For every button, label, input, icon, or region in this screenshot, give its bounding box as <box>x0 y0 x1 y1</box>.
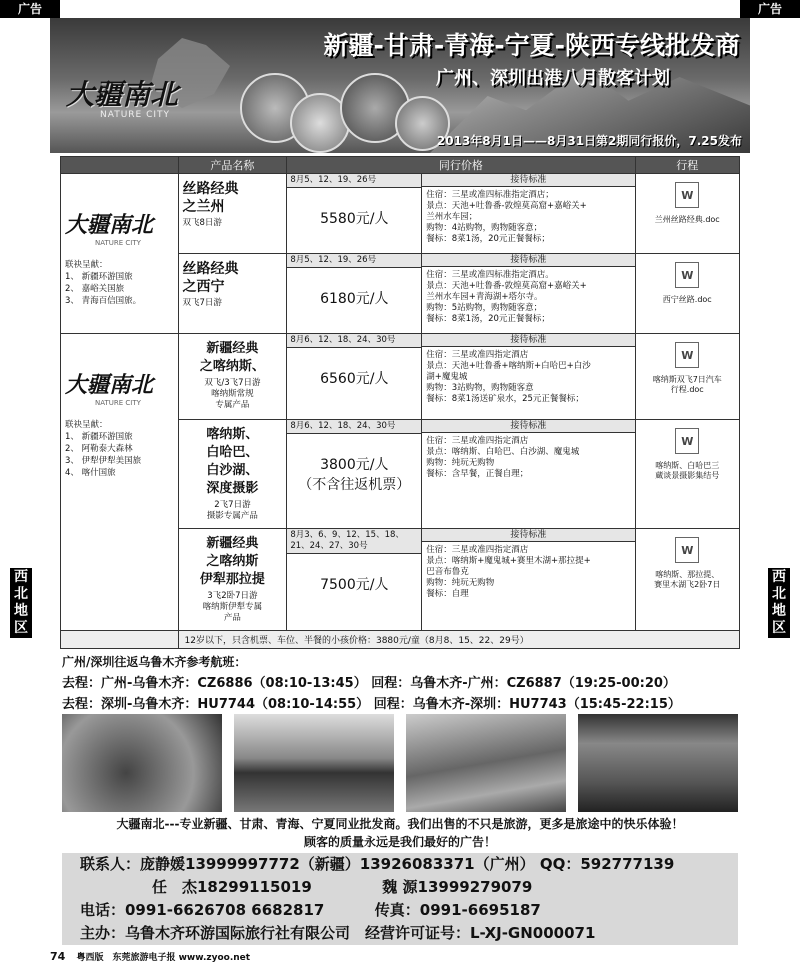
note-empty <box>61 631 179 649</box>
departure-dates: 8月5、12、19、26号 <box>287 174 421 188</box>
standard-head: 接待标准 <box>422 334 634 347</box>
word-doc-icon[interactable] <box>675 428 699 454</box>
page-number: 74 <box>50 950 66 963</box>
table-header-itinerary: 行程 <box>635 157 739 174</box>
departure-dates: 8月5、12、19、26号 <box>287 254 421 268</box>
standard-body: 住宿：三星或准四标准指定酒店； 景点：天池+吐鲁番-敦煌莫高窟+嘉峪关+ 兰州水车园； 购物：4站购物，购物随客意； 餐标：8菜1汤，20元正餐餐标； <box>426 190 587 244</box>
contact-row <box>80 876 720 899</box>
date-price-cell <box>287 420 422 529</box>
photo-desert-trees <box>234 714 394 812</box>
child-price-note: 12岁以下，只含机票、车位、半餐的小孩价格：3880元/童（8月8、15、22、29号） <box>178 631 739 649</box>
itinerary-cell[interactable] <box>635 334 739 420</box>
standard-head: 接待标准 <box>422 174 634 187</box>
contact-box <box>62 853 738 945</box>
brand-logo: 大疆南北 <box>65 212 154 238</box>
product-name: 新疆经典 之喀纳斯 伊犁那拉提 <box>199 536 265 587</box>
table-header-product: 产品名称 <box>178 157 287 174</box>
footer-text: 粤西版 东莞旅游电子报 www.zyoo.net <box>76 953 251 963</box>
slogan <box>62 815 738 851</box>
product-name: 新疆经典 之喀纳斯、 <box>199 341 265 374</box>
flight-heading: 广州/深圳往返乌鲁木齐参考航班： <box>62 655 247 669</box>
product-sub: 双飞8日游 <box>182 218 222 228</box>
itinerary-cell[interactable] <box>635 529 739 631</box>
standard-cell <box>422 174 635 254</box>
price: 6560元/人 <box>320 371 389 387</box>
itinerary-file[interactable]: 喀纳斯双飞7日汽车 行程.doc <box>652 375 722 394</box>
photo-camel-desert <box>406 714 566 812</box>
standard-body: 住宿：三星或准四指定酒店 景点：天池+吐鲁番+喀纳斯+白哈巴+白沙 湖+魔鬼城 购物：3站购物，购物随客意 餐标：8菜1汤送矿泉水，25元正餐餐标； <box>426 350 591 404</box>
contact-row <box>80 899 720 922</box>
product-cell <box>178 254 287 334</box>
word-doc-icon[interactable] <box>675 262 699 288</box>
itinerary-file[interactable]: 西宁丝路.doc <box>662 295 712 304</box>
contact-row: 主办：乌鲁木齐环游国际旅行社有限公司 经营许可证号：L-XJ-GN000071 <box>80 924 596 942</box>
banner-logo-sub: NATURE CITY <box>100 110 171 120</box>
date-price-cell <box>287 334 422 420</box>
table-header-empty <box>61 157 179 174</box>
word-doc-icon[interactable] <box>675 182 699 208</box>
itinerary-file[interactable]: 喀纳斯、那拉提、 赛里木湖飞2卧7日 <box>654 570 721 589</box>
table-header-price: 同行价格 <box>287 157 635 174</box>
photo-strip <box>62 714 738 812</box>
date-price-cell <box>287 254 422 334</box>
price: 7500元/人 <box>320 577 389 593</box>
side-tab-left: 西 北 地 区 <box>10 568 32 638</box>
partner-list: 联袂呈献： 1、 新疆环游国旅 2、 阿勒泰大森林 3、 伊犁伊犁美国旅 4、 喀什国旅 <box>65 420 142 478</box>
product-cell <box>178 174 287 254</box>
standard-head: 接待标准 <box>422 420 634 433</box>
product-sub: 双飞/3飞7日游 喀纳斯常规 专属产品 <box>204 378 261 410</box>
table-header-row <box>61 157 740 174</box>
product-sub: 3飞2卧7日游 喀纳斯伊犁专属 产品 <box>202 591 263 623</box>
standard-head: 接待标准 <box>422 254 634 267</box>
itinerary-cell[interactable] <box>635 174 739 254</box>
product-cell <box>178 334 287 420</box>
standard-cell <box>422 529 635 631</box>
product-name: 喀纳斯、 白哈巴、 白沙湖、 深度摄影 <box>206 427 259 496</box>
flight-line: 去程：广州-乌鲁木齐：CZ6886（08:10-13:45） 回程：乌鲁木齐-广州：CZ6887（19:25-00:20） <box>62 676 676 691</box>
departure-dates: 8月6、12、18、24、30号 <box>287 420 421 434</box>
price: 5580元/人 <box>320 211 389 227</box>
itinerary-cell[interactable] <box>635 254 739 334</box>
brand-logo-sub: NATURE CITY <box>95 239 141 247</box>
photo-kebab <box>62 714 222 812</box>
departure-dates: 8月6、12、18、24、30号 <box>287 334 421 348</box>
banner-title: 新疆-甘肃-青海-宁夏-陕西专线批发商 <box>323 31 740 60</box>
contact-person: 魏 源13999279079 <box>382 878 533 896</box>
banner-subtitle: 广州、深圳出港八月散客计划 <box>436 68 670 89</box>
standard-body: 住宿：三星或准四指定酒店 景点：喀纳斯+魔鬼城+赛里木湖+那拉提+ 巴音布鲁克 购物：纯玩无购物 餐标：自理 <box>426 545 591 599</box>
product-sub: 2飞7日游 摄影专属产品 <box>206 500 258 521</box>
price: 6180元/人 <box>320 291 389 307</box>
standard-body: 住宿：三星或准四指定酒店 景点：喀纳斯、白哈巴、白沙湖、魔鬼城 购物：纯玩无购物 餐标：含早餐，正餐自理； <box>426 436 580 479</box>
ad-label-left: 广告 <box>0 0 60 18</box>
standard-cell <box>422 334 635 420</box>
child-price-note-row <box>61 631 740 649</box>
itinerary-cell[interactable] <box>635 420 739 529</box>
flight-info <box>62 652 738 715</box>
slogan-line: 顾客的质量永远是我们最好的广告！ <box>303 835 496 849</box>
standard-head: 接待标准 <box>422 529 634 542</box>
table-row <box>61 334 740 420</box>
table-row <box>61 174 740 254</box>
product-name: 丝路经典 之兰州 <box>182 181 239 215</box>
departure-dates: 8月3、6、9、12、15、18、 21、24、27、30号 <box>287 529 421 554</box>
itinerary-file[interactable]: 兰州丝路经典.doc <box>654 215 720 224</box>
date-price-cell <box>287 529 422 631</box>
slogan-line: 大疆南北---专业新疆、甘肃、青海、宁夏同业批发商。我们出售的不只是旅游，更多是旅途中的快乐体验！ <box>116 817 684 831</box>
product-cell <box>178 529 287 631</box>
product-cell <box>178 420 287 529</box>
itinerary-file[interactable]: 喀纳斯、白哈巴三 蔵谈景摄影集结号 <box>655 461 720 480</box>
date-price-cell <box>287 174 422 254</box>
brand-cell <box>61 334 179 631</box>
brand-logo: 大疆南北 <box>65 372 154 398</box>
standard-cell <box>422 254 635 334</box>
contact-person: 任 杰18299115019 <box>152 878 312 896</box>
banner-logo-text: 大疆南北 <box>66 78 179 111</box>
page-footer <box>50 950 250 963</box>
brand-logo-sub: NATURE CITY <box>95 399 141 407</box>
contact-fax: 传真：0991-6695187 <box>374 901 541 919</box>
price: 3800元/人 （不含往返机票） <box>298 457 411 493</box>
partner-list: 联袂呈献： 1、 新疆环游国旅 2、 嘉峪关国旅 3、 青海百信国旅。 <box>65 260 142 306</box>
flight-line: 去程：深圳-乌鲁木齐：HU7744（08:10-14:55） 回程：乌鲁木齐-深圳：HU7743（15:45-22:15） <box>62 697 681 712</box>
banner-date-note: 2013年8月1日——8月31日第2期同行报价，7.25发布 <box>436 134 742 148</box>
word-doc-icon[interactable] <box>675 537 699 563</box>
brand-cell <box>61 174 179 334</box>
side-tab-right: 西 北 地 区 <box>768 568 790 638</box>
banner-logo <box>60 38 220 133</box>
contact-row: 联系人：庞静媛13999997772（新疆）13926083371（广州） QQ：592777139 <box>80 855 675 873</box>
header-banner <box>50 18 750 153</box>
ad-label-right: 广告 <box>740 0 800 18</box>
word-doc-icon[interactable] <box>675 342 699 368</box>
product-sub: 双飞7日游 <box>182 298 222 308</box>
standard-body: 住宿：三星或准四标准指定酒店。 景点：天池+吐鲁番-敦煌莫高窟+嘉峪关+ 兰州水车园+青海湖+塔尔寺。 购物：5站购物，购物随客意； 餐标：8菜1汤，20元正餐餐标； <box>426 270 587 324</box>
price-table <box>60 156 740 649</box>
product-name: 丝路经典 之西宁 <box>182 261 239 295</box>
standard-cell <box>422 420 635 529</box>
contact-phone: 电话：0991-6626708 6682817 <box>80 901 325 919</box>
photo-dancers <box>578 714 738 812</box>
